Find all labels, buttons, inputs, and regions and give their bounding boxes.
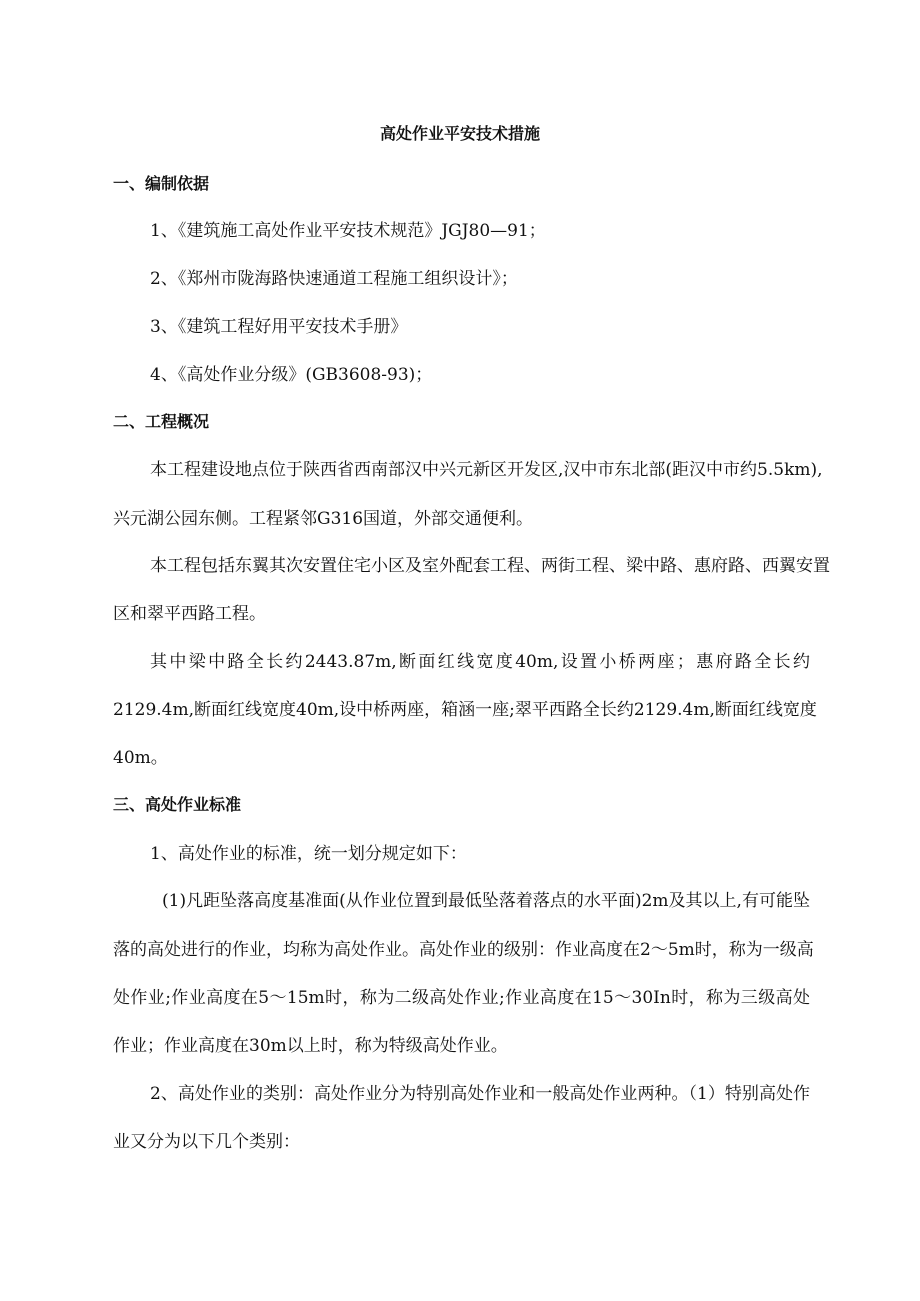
overview-paragraph-line: 其中梁中路全长约2443.87m,断面红线宽度40m,设置小桥两座；惠府路全长约	[150, 652, 810, 672]
standard-paragraph-line: 作业；作业高度在30m以上时，称为特级高处作业。	[113, 1036, 508, 1056]
section-heading-standard: 三、高处作业标准	[113, 795, 242, 814]
standard-paragraph-line: (1)凡距坠落高度基准面(从作业位置到最低坠落着落点的水平面)2m及其以上,有可能坠	[162, 891, 810, 911]
basis-item: 4、《高处作业分级》(GB3608-93)；	[150, 365, 433, 385]
document-title: 高处作业平安技术措施	[379, 124, 540, 143]
overview-paragraph-line: 兴元湖公园东侧。工程紧邻G316国道，外部交通便利。	[113, 509, 534, 529]
section-heading-basis: 一、编制依据	[113, 174, 210, 193]
overview-paragraph-line: 区和翠平西路工程。	[113, 604, 266, 624]
basis-item: 3、《建筑工程好用平安技术手册》	[150, 317, 408, 337]
overview-paragraph-line: 40m。	[113, 748, 168, 768]
basis-item: 2、《郑州市陇海路快速通道工程施工组织设计》；	[150, 269, 518, 289]
standard-paragraph-line: 落的高处进行的作业，均称为高处作业。高处作业的级别：作业高度在2～5m时，称为一级高	[113, 940, 814, 960]
standard-item: 1、高处作业的标准，统一划分规定如下：	[150, 844, 467, 864]
section-heading-overview: 二、工程概况	[113, 412, 210, 431]
standard-paragraph-line: 2、高处作业的类别：高处作业分为特别高处作业和一般高处作业两种。（1）特别高处作	[150, 1084, 810, 1104]
basis-item: 1、《建筑施工高处作业平安技术规范》JGJ80—91；	[150, 221, 546, 241]
overview-paragraph-line: 2129.4m,断面红线宽度40m,设中桥两座，箱涵一座;翠平西路全长约2129.4m,断面红线宽度	[113, 700, 817, 720]
standard-paragraph-line: 处作业;作业高度在5～15m时，称为二级高处作业;作业高度在15～30In时，称为三级高处	[113, 988, 810, 1008]
standard-paragraph-line: 业又分为以下几个类别：	[113, 1132, 300, 1152]
overview-paragraph-line: 本工程包括东翼其次安置住宅小区及室外配套工程、两街工程、梁中路、惠府路、西翼安置	[150, 556, 830, 576]
overview-paragraph-line: 本工程建设地点位于陕西省西南部汉中兴元新区开发区,汉中市东北部(距汉中市约5.5km),	[150, 460, 823, 480]
